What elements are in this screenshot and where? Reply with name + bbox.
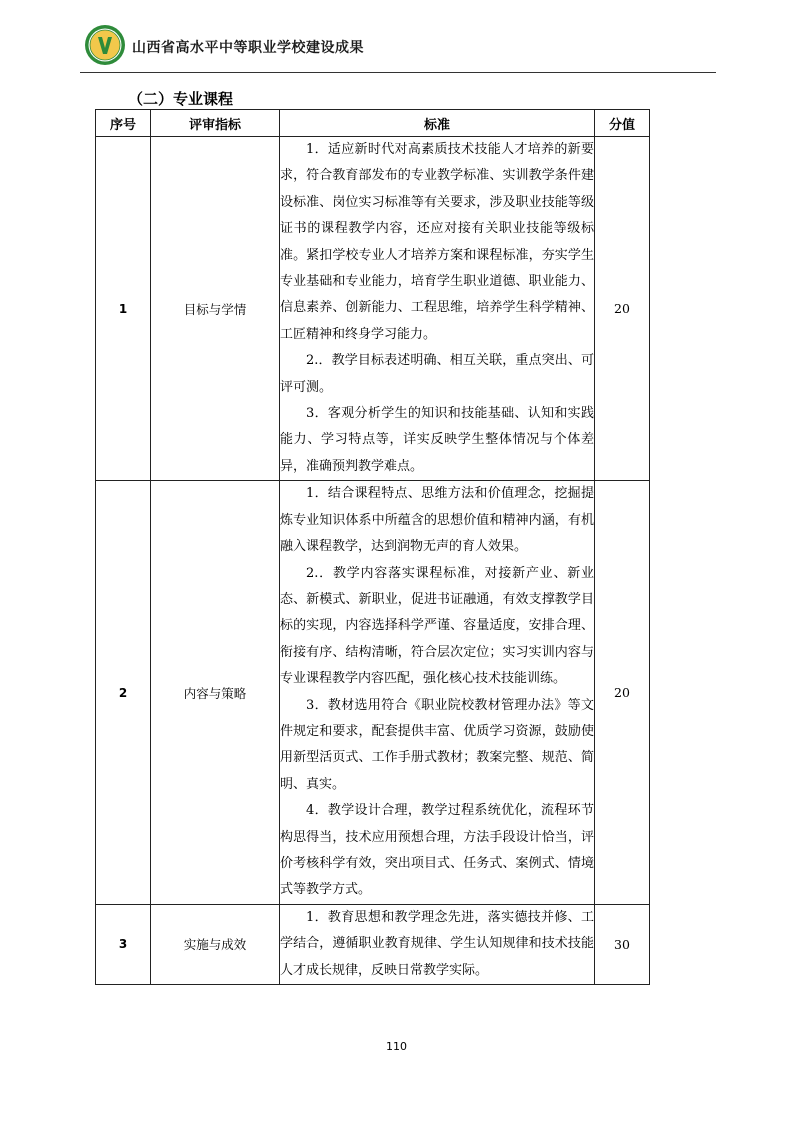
row-standard: [280, 137, 595, 481]
row-standard: [280, 904, 595, 984]
row-number: 3: [96, 904, 151, 984]
column-header-standard: 标准: [280, 110, 595, 137]
row-standard: [280, 481, 595, 905]
table-header-row: [96, 110, 650, 137]
page-header: [80, 22, 720, 72]
standard-paragraph: 2.．教学目标表述明确、相互关联，重点突出、可评可测。: [280, 353, 594, 395]
standard-paragraph: 4．教学设计合理，教学过程系统优化，流程环节构思得当，技术应用预想合理，方法手段设计恰当，评价考核科学有效，突出项目式、任务式、案例式、情境式等教学方式。: [280, 803, 594, 898]
table-row: [96, 904, 650, 984]
section-heading: （二）专业课程: [128, 90, 234, 108]
column-header-no: 序号: [96, 110, 151, 137]
criteria-table: [95, 109, 650, 985]
row-number: 2: [96, 481, 151, 905]
row-number: 1: [96, 137, 151, 481]
standard-paragraph: 3．客观分析学生的知识和技能基础、认知和实践能力、学习特点等，详实反映学生整体情况与个体差异，准确预判教学难点。: [280, 406, 594, 474]
page-number: 110: [386, 1040, 407, 1053]
table-row: [96, 137, 650, 481]
row-indicator: 内容与策略: [151, 481, 280, 905]
table-row: [96, 481, 650, 905]
row-score: 20: [595, 137, 650, 481]
column-header-indicator: 评审指标: [151, 110, 280, 137]
header-title: 山西省高水平中等职业学校建设成果: [132, 40, 364, 56]
row-score: 20: [595, 481, 650, 905]
standard-paragraph: 1．结合课程特点、思维方法和价值理念，挖掘提炼专业知识体系中所蕴含的思想价值和精神内涵，有机融入课程教学，达到润物无声的育人效果。: [280, 486, 594, 555]
column-header-score: 分值: [595, 110, 650, 137]
row-indicator: 实施与成效: [151, 904, 280, 984]
standard-paragraph: 1．教育思想和教学理念先进，落实德技并修、工学结合，遵循职业教育规律、学生认知规律和技术技能人才成长规律，反映日常教学实际。: [280, 909, 594, 978]
row-score: 30: [595, 904, 650, 984]
school-logo-icon: [84, 24, 126, 66]
standard-paragraph: 2.．教学内容落实课程标准，对接新产业、新业态、新模式、新职业，促进书证融通，有效支撑教学目标的实现，内容选择科学严谨、容量适度，安排合理、衔接有序、结构清晰，符合层次定位；实习实训内容与专业课程教学内容匹配，强化核心技术技能训练。: [280, 565, 594, 687]
standard-paragraph: 3．教材选用符合《职业院校教材管理办法》等文件规定和要求，配套提供丰富、优质学习资源，鼓励使用新型活页式、工作手册式教材；教案完整、规范、简明、真实。: [280, 697, 594, 792]
standard-paragraph: 1．适应新时代对高素质技术技能人才培养的新要求，符合教育部发布的专业教学标准、实训教学条件建设标准、岗位实习标准等有关要求，涉及职业技能等级证书的课程教学内容，还应对接有关职业技能等级标准。紧扣学校专业人才培养方案和课程标准，夯实学生专业基础和专业能力，培育学生职业道德、职业能力、信息素养、创新能力、工程思维，培养学生科学精神、工匠精神和终身学习能力。: [280, 142, 594, 342]
header-divider: [80, 72, 716, 73]
row-indicator: 目标与学情: [151, 137, 280, 481]
